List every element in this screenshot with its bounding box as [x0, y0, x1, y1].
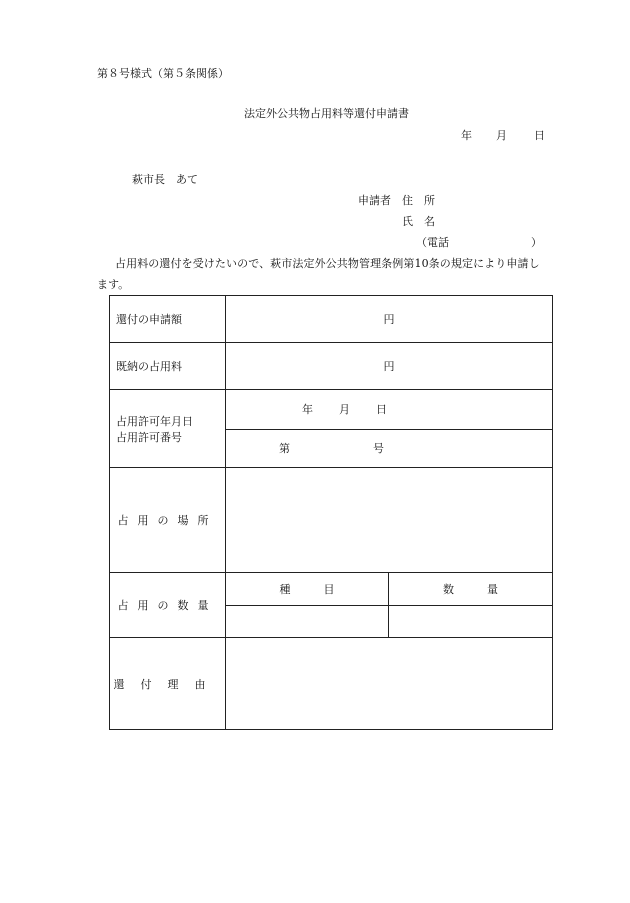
permit-year-label: 年 [302, 403, 313, 416]
permit-date-field[interactable] [226, 390, 553, 430]
body-text-line1: 占用料の還付を受けたいので、萩市法定外公共物管理条例第10条の規定により申請し [115, 257, 540, 270]
quantity-amount-field[interactable] [389, 606, 553, 638]
permit-month-label: 月 [339, 403, 350, 416]
location-field[interactable] [226, 468, 553, 573]
permit-number-field[interactable] [226, 430, 553, 468]
table-row [110, 638, 553, 730]
paid-fee-field[interactable] [226, 343, 553, 390]
name-label: 氏 名 [402, 215, 435, 228]
form-number: 第８号様式（第５条関係） [97, 67, 229, 80]
application-table [109, 295, 553, 730]
location-label: 占用の場所 [110, 468, 226, 573]
body-text-line2: ます。 [97, 278, 130, 291]
permit-date-label: 占用許可年月日 [116, 414, 193, 428]
quantity-type-header: 種 目 [226, 573, 389, 606]
refund-amount-field[interactable] [226, 296, 553, 343]
reason-field[interactable] [226, 638, 553, 730]
permit-day-label: 日 [376, 403, 387, 416]
permit-number-prefix: 第 [279, 442, 290, 455]
table-row [110, 390, 553, 430]
date-day-label: 日 [534, 129, 545, 142]
quantity-label: 占用の数量 [110, 573, 226, 638]
refund-amount-unit: 円 [383, 313, 395, 326]
quantity-amount-header: 数 量 [389, 573, 553, 606]
date-year-label: 年 [461, 129, 472, 142]
paid-fee-label: 既納の占用料 [110, 343, 226, 390]
table-row [110, 296, 553, 343]
applicant-label: 申請者 [358, 194, 391, 207]
permit-number-suffix: 号 [373, 442, 384, 455]
table-row [110, 573, 553, 606]
permit-number-label: 占用許可番号 [116, 430, 182, 444]
permit-label [110, 390, 226, 468]
table-row [110, 343, 553, 390]
phone-label: （電話 [416, 236, 449, 249]
table-row [110, 468, 553, 573]
date-month-label: 月 [496, 129, 507, 142]
paid-fee-unit: 円 [383, 360, 395, 373]
reason-label: 還付理由 [110, 638, 226, 730]
form-title: 法定外公共物占用料等還付申請書 [244, 107, 409, 120]
quantity-type-field[interactable] [226, 606, 389, 638]
addressee: 萩市長 あて [132, 173, 198, 186]
phone-close-paren: ） [531, 236, 542, 249]
refund-amount-label: 還付の申請額 [110, 296, 226, 343]
address-label: 住 所 [402, 194, 435, 207]
